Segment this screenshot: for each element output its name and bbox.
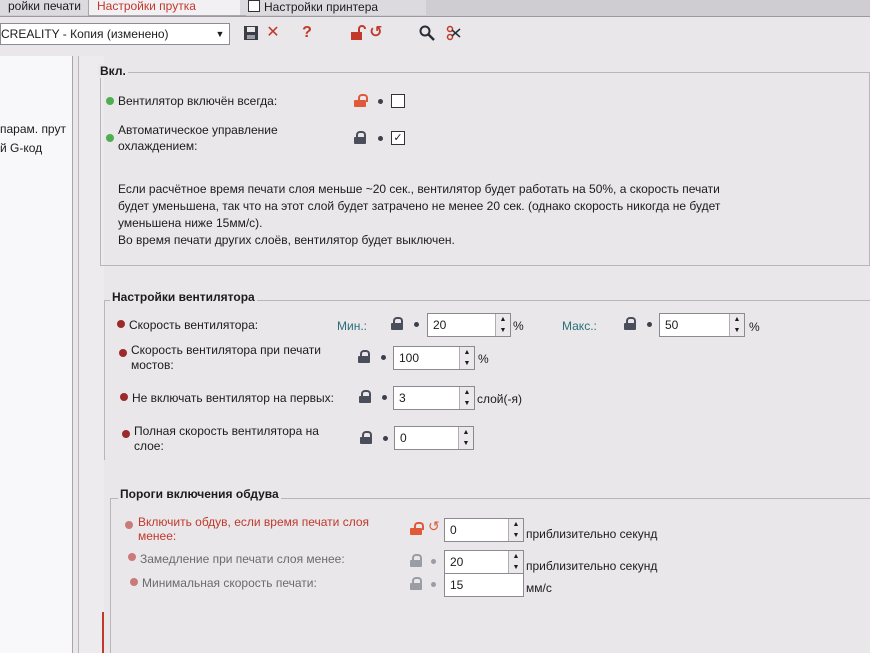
delete-preset-button[interactable] [262,22,284,44]
percent-unit: % [478,352,489,366]
bridge-fan-speed-value: 100 [399,351,420,365]
spin-buttons[interactable]: ▲ ▼ [458,427,473,449]
full-fan-speed-layer-value: 0 [400,431,407,445]
system-value-bullet-icon[interactable] [647,322,652,327]
spin-buttons[interactable]: ▲ ▼ [729,314,744,336]
check-icon: ✓ [393,132,403,144]
preset-select-value: CREALITY - Копия (изменено) [1,27,169,41]
min-fan-speed-value: 20 [433,318,447,332]
tab-printer-settings[interactable] [240,0,426,15]
category-item-custom-gcode[interactable]: й G-код [0,141,43,155]
percent-unit: % [749,320,760,334]
lock-icon[interactable] [410,554,422,567]
status-dot [120,393,128,401]
enable-fan-below-input[interactable] [444,518,524,542]
status-dot [106,134,114,142]
slowdown-below-value: 20 [450,555,464,569]
bridge-fan-label-cont: мостов: [131,358,174,372]
status-dot [122,430,130,438]
percent-unit: % [513,319,524,333]
description-line: Во время печати других слоёв, вентилятор будет выключен. [118,233,455,247]
system-value-bullet-icon[interactable] [431,559,436,564]
search-button[interactable] [416,22,438,44]
status-dot [117,320,125,328]
unlock-icon[interactable] [354,94,366,107]
speed-unit: мм/с [526,581,552,595]
chevron-down-icon: ▼ [215,29,225,39]
thresholds-title: Пороги включения обдува [120,487,279,501]
spin-buttons[interactable]: ▲ ▼ [495,314,510,336]
bridge-fan-label: Скорость вентилятора при печати [131,343,321,357]
fan-speed-label: Скорость вентилятора: [129,318,259,332]
unlock-icon [350,25,366,41]
lock-icon[interactable] [624,317,636,330]
lock-icon[interactable] [354,131,366,144]
printer-tab-icon [248,0,260,12]
enable-fan-below-label: Включить обдув, если время печати слоя [138,515,370,529]
enable-fan-below-label-cont: менее: [138,529,177,543]
auto-cooling-checkbox[interactable] [391,131,405,145]
status-dot [130,578,138,586]
spin-buttons[interactable]: ▲ ▼ [508,519,523,541]
min-print-speed-input[interactable] [444,573,524,597]
unlock-icon[interactable] [410,522,422,535]
undo-icon: ↺ [369,24,383,41]
save-icon [243,25,259,41]
max-fan-speed-input[interactable] [659,313,745,337]
max-fan-speed-value: 50 [665,318,679,332]
auto-cooling-label: Автоматическое управление [118,123,278,137]
auto-cooling-label-cont: охлаждением: [118,139,198,153]
system-value-bullet-icon[interactable] [378,136,383,141]
system-value-bullet-icon[interactable] [383,436,388,441]
fan-always-on-checkbox[interactable] [391,94,405,108]
lock-icon[interactable] [391,317,403,330]
min-fan-speed-input[interactable] [427,313,511,337]
system-value-bullet-icon[interactable] [381,355,386,360]
status-dot [119,349,127,357]
seconds-unit: приблизительно секунд [526,559,658,573]
lock-icon[interactable] [360,431,372,444]
bridge-fan-speed-input[interactable] [393,346,475,370]
full-fan-speed-layer-label-cont: слое: [134,439,164,453]
disable-fan-first-layers-label: Не включать вентилятор на первых: [132,391,335,405]
lock-icon[interactable] [359,390,371,403]
spin-buttons[interactable]: ▲ ▼ [459,387,474,409]
status-dot [125,521,133,529]
tab-filament-settings[interactable]: Настройки прутка [88,0,246,16]
save-button[interactable] [240,22,262,44]
lock-icon[interactable] [410,577,422,590]
status-dot [106,97,114,105]
description-line: уменьшена ниже 15мм/с). [118,216,263,230]
full-fan-speed-layer-input[interactable] [394,426,474,450]
slowdown-below-label: Замедление при печати слоя менее: [140,552,345,566]
max-label: Макс.: [562,319,597,333]
system-value-bullet-icon[interactable] [382,395,387,400]
help-icon: ? [302,24,312,41]
status-dot [128,553,136,561]
lock-icon[interactable] [358,350,370,363]
compare-button[interactable] [443,22,465,44]
fan-always-on-label: Вентилятор включён всегда: [118,94,278,108]
category-item-filament-overrides[interactable]: парам. прут [0,122,66,136]
min-label: Мин.: [337,319,367,333]
undo-button[interactable] [365,22,387,44]
description-line: Если расчётное время печати слоя меньше ~20 сек., вентилятор будет работать на 50%, а скорость печати [118,182,720,196]
slowdown-below-input[interactable] [444,550,524,574]
cooling-description [118,181,778,249]
min-print-speed-value: 15 [450,578,464,592]
tab-print-settings[interactable]: ройки печати [0,0,96,15]
min-print-speed-label: Минимальная скорость печати: [142,576,317,590]
disable-fan-first-layers-input[interactable] [393,386,475,410]
search-icon [419,25,435,41]
help-button[interactable] [296,22,318,44]
system-value-bullet-icon[interactable] [378,99,383,104]
full-fan-speed-layer-label: Полная скорость вентилятора на [134,424,319,438]
disable-fan-first-layers-value: 3 [399,391,406,405]
seconds-unit: приблизительно секунд [526,527,658,541]
spin-buttons[interactable]: ▲ ▼ [508,551,523,573]
scissors-icon [446,25,462,41]
system-value-bullet-icon[interactable] [431,582,436,587]
undo-icon[interactable]: ↺ [428,518,440,534]
description-line: будет уменьшена, так что на этот слой будет затрачено не менее 20 сек. (однако скорость никогда не будет [118,199,721,213]
enable-fan-below-value: 0 [450,523,457,537]
layers-unit: слой(-я) [477,392,522,406]
fan-settings-title: Настройки вентилятора [112,290,255,304]
system-value-bullet-icon[interactable] [414,322,419,327]
preset-select[interactable] [0,23,230,45]
close-icon: ✕ [266,24,280,41]
spin-buttons[interactable]: ▲ ▼ [459,347,474,369]
tab-printer-settings-label: Настройки принтера [264,0,379,14]
enable-group-title: Вкл. [100,64,126,78]
